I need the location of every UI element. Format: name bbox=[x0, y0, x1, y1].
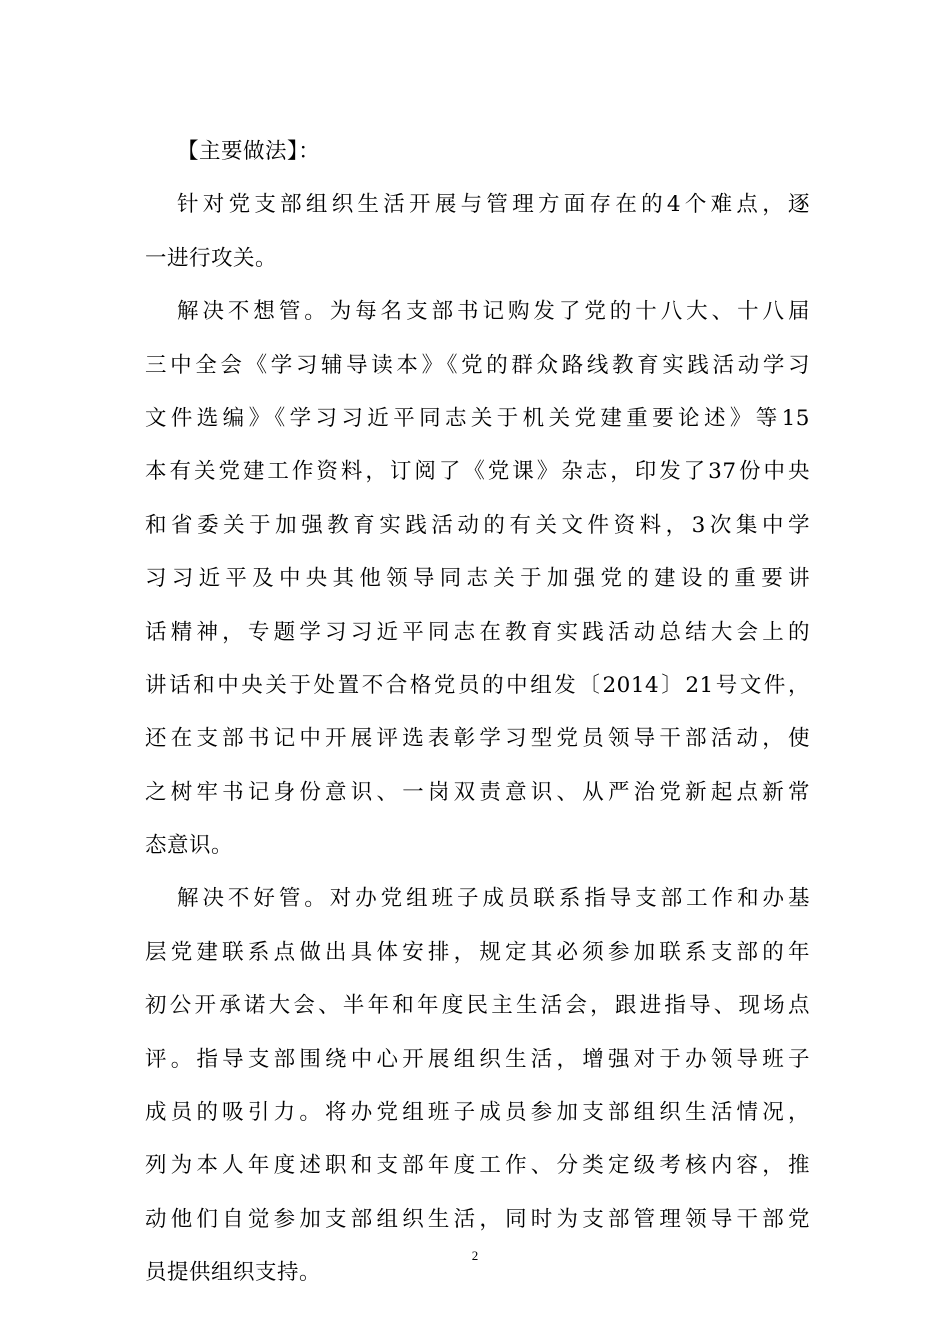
paragraph-2-line-3: 文件选编》《学习习近平同志关于机关党建重要论述》等15 bbox=[145, 405, 810, 431]
document-body bbox=[145, 125, 810, 1300]
paragraph-3-line-2: 层党建联系点做出具体安排，规定其必须参加联系支部的年 bbox=[145, 939, 810, 965]
section-heading: 【主要做法】： bbox=[177, 139, 321, 164]
paragraph-2-line-10: 之树牢书记身份意识、一岗双责意识、从严治党新起点新常 bbox=[145, 779, 810, 805]
paragraph-2-line-4: 本有关党建工作资料，订阅了《党课》杂志，印发了37份中央 bbox=[145, 459, 810, 485]
paragraph-2-line-2: 三中全会《学习辅导读本》《党的群众路线教育实践活动学习 bbox=[145, 352, 810, 378]
paragraph-2-line-5: 和省委关于加强教育实践活动的有关文件资料，3次集中学 bbox=[145, 512, 810, 538]
paragraph-1-line-2: 一进行攻关。 bbox=[145, 245, 278, 271]
paragraph-3-line-7: 动他们自觉参加支部组织生活，同时为支部管理领导干部党 bbox=[145, 1206, 810, 1232]
paragraph-1-line-1: 针对党支部组织生活开展与管理方面存在的4个难点，逐 bbox=[177, 192, 810, 218]
paragraph-2-line-6: 习习近平及中央其他领导同志关于加强党的建设的重要讲 bbox=[145, 566, 810, 592]
paragraph-2-line-7: 话精神，专题学习习近平同志在教育实践活动总结大会上的 bbox=[145, 619, 810, 645]
page-number: 2 bbox=[471, 1248, 479, 1263]
paragraph-3-line-3: 初公开承诺大会、半年和年度民主生活会，跟进指导、现场点 bbox=[145, 993, 810, 1019]
paragraph-3-line-8: 员提供组织支持。 bbox=[145, 1260, 322, 1286]
paragraph-3-line-6: 列为本人年度述职和支部年度工作、分类定级考核内容，推 bbox=[145, 1153, 810, 1179]
paragraph-2-line-9: 还在支部书记中开展评选表彰学习型党员领导干部活动，使 bbox=[145, 726, 810, 752]
paragraph-3-line-5: 成员的吸引力。将办党组班子成员参加支部组织生活情况， bbox=[145, 1100, 810, 1126]
paragraph-2-line-8: 讲话和中央关于处置不合格党员的中组发〔2014〕21号文件， bbox=[145, 672, 810, 698]
paragraph-2-line-1: 解决不想管。为每名支部书记购发了党的十八大、十八届 bbox=[177, 299, 810, 325]
paragraph-3-line-4: 评。指导支部围绕中心开展组织生活，增强对于办领导班子 bbox=[145, 1046, 810, 1072]
paragraph-3-line-1: 解决不好管。对办党组班子成员联系指导支部工作和办基 bbox=[177, 886, 810, 912]
paragraph-2-line-11: 态意识。 bbox=[145, 833, 234, 859]
